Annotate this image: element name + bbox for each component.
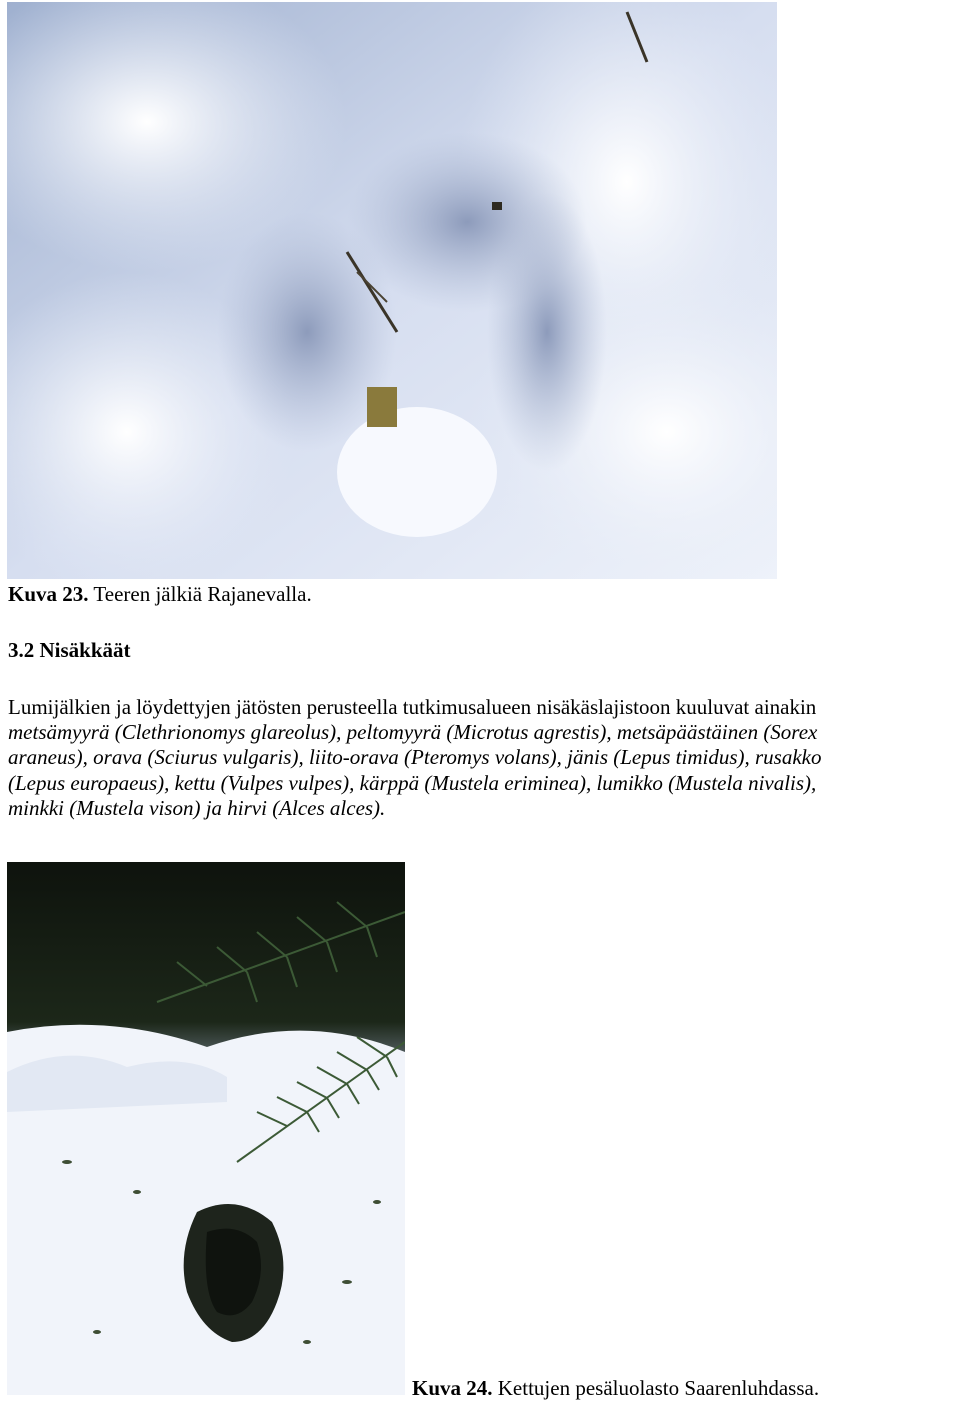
figure-caption-text: Kettujen pesäluolasto Saarenluhdassa. [492,1376,820,1400]
figure-caption-text: Teeren jälkiä Rajanevalla. [88,582,312,606]
figure-caption-23 [8,582,312,606]
species-list: metsämyyrä (Clethrionomys glareolus), peltomyyrä (Microtus agrestis), metsäpäästäinen (Sorex [8,720,818,745]
fox-den-photo [7,862,405,1395]
paragraph-text: Lumijälkien ja löydettyjen jätösten perusteella tutkimusalueen nisäkäslajistoon kuuluvat ainakin [8,695,817,719]
paragraph-line [8,695,958,720]
paragraph-line [8,771,958,796]
paragraph-line [8,720,958,745]
figure-label: Kuva 24. [412,1376,493,1400]
paragraph-line [8,745,958,770]
figure-label: Kuva 23. [8,582,89,606]
body-paragraph [8,695,958,821]
paragraph-line [8,796,958,821]
species-list: araneus), orava (Sciurus vulgaris), liito-orava (Pteromys volans), jänis (Lepus timidus), rusakko [8,745,822,770]
snow-tracks-photo [7,2,777,579]
section-heading: 3.2 Nisäkkäät [8,638,131,662]
fox-den-illustration [7,862,405,1395]
species-list: (Lepus europaeus), kettu (Vulpes vulpes), kärppä (Mustela eriminea), lumikko (Mustela nivalis), [8,770,817,795]
figure-caption-24 [412,1376,819,1400]
species-list: minkki (Mustela vison) ja hirvi (Alces alces). [8,795,386,820]
snow-tracks-illustration [7,2,777,579]
